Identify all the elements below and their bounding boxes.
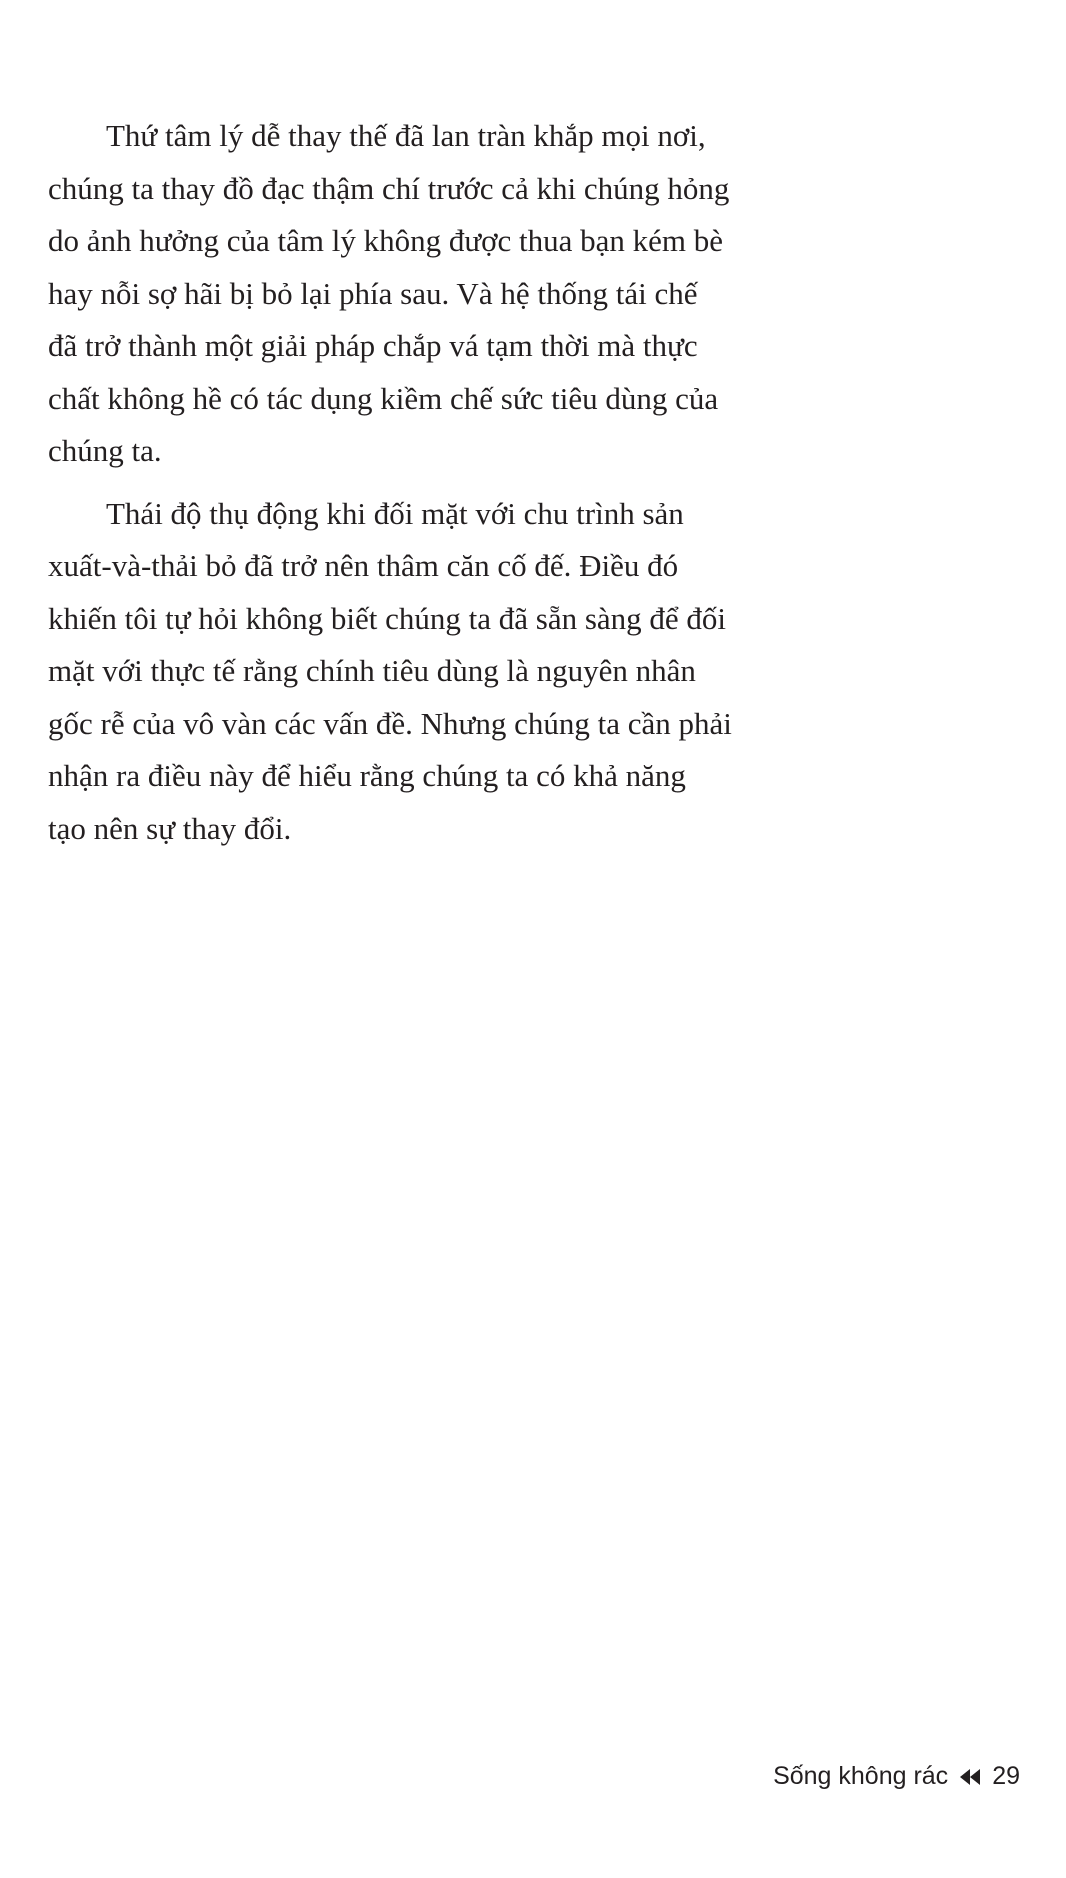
paragraph-line: đã trở thành một giải pháp chắp vá tạm thời mà thực	[48, 328, 698, 363]
paragraph-line: hay nỗi sợ hãi bị bỏ lại phía sau. Và hệ thống tái chế	[48, 275, 698, 311]
paragraph-line: chúng ta.	[48, 433, 162, 468]
book-title: Sống không rác	[773, 1762, 949, 1790]
paragraph-line: nhận ra điều này để hiểu rằng chúng ta có khả năng	[48, 758, 686, 793]
paragraph-line: chất không hề có tác dụng kiềm chế sức tiêu dùng của	[48, 380, 719, 416]
double-left-arrow-icon	[960, 1767, 980, 1787]
body-text	[48, 110, 818, 865]
paragraph-line: Thái độ thụ động khi đối mặt với chu trình sản	[106, 495, 684, 531]
page-number: 29	[992, 1762, 1020, 1790]
paragraph-line: chúng ta thay đồ đạc thậm chí trước cả khi chúng hỏng	[48, 170, 730, 206]
paragraph-line: do ảnh hưởng của tâm lý không được thua bạn kém bè	[48, 223, 724, 258]
paragraph-line: xuất-và-thải bỏ đã trở nên thâm căn cố đế. Điều đó	[48, 548, 679, 583]
paragraph-line: mặt với thực tế rằng chính tiêu dùng là nguyên nhân	[48, 653, 696, 688]
paragraph-line: khiến tôi tự hỏi không biết chúng ta đã sẵn sàng để đối	[48, 600, 727, 636]
page-footer	[773, 1762, 1020, 1791]
paragraph-1	[48, 110, 818, 478]
paragraph-line: gốc rễ của vô vàn các vấn đề. Nhưng chúng ta cần phải	[48, 705, 732, 741]
paragraph-line: tạo nên sự thay đổi.	[48, 810, 292, 846]
paragraph-line: Thứ tâm lý dễ thay thế đã lan tràn khắp mọi nơi,	[106, 118, 706, 153]
paragraph-2	[48, 488, 818, 856]
